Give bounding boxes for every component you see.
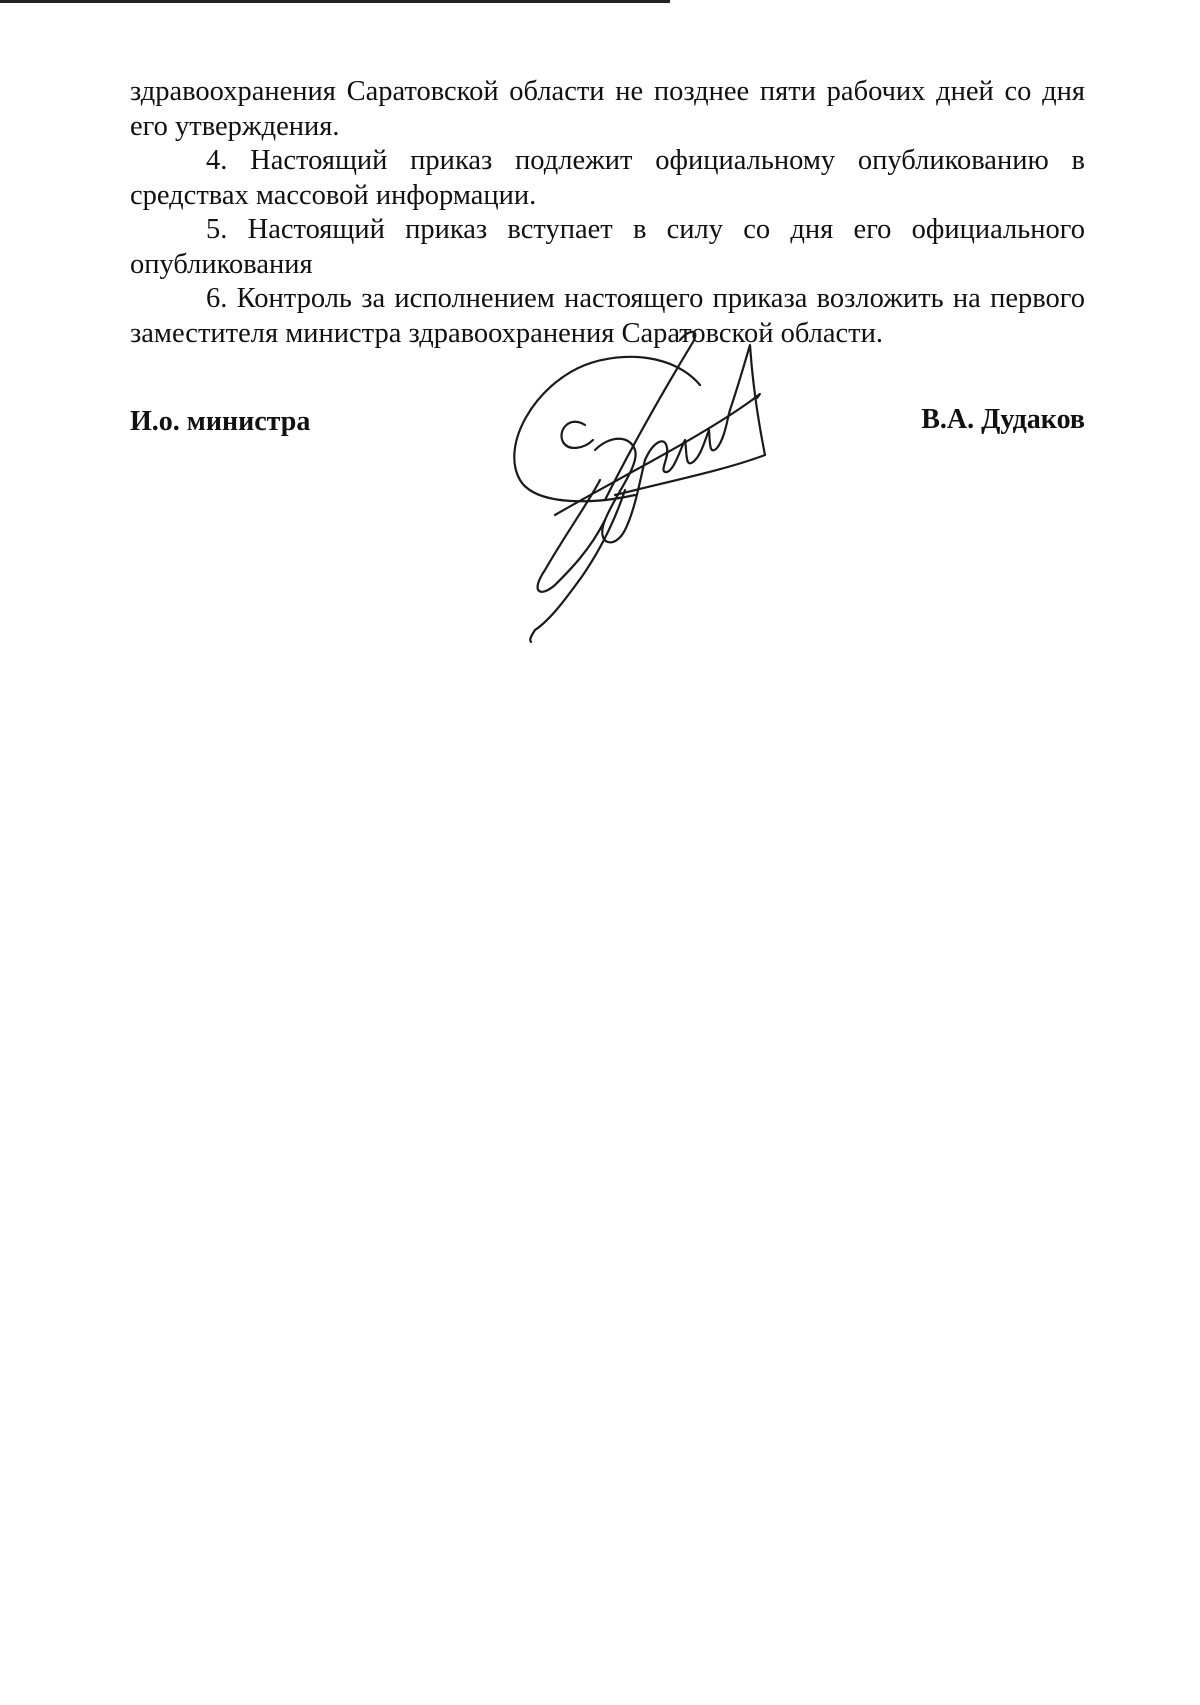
paragraph-continuation: здравоохранения Саратовской области не позднее пяти рабочих дней со дня его утверждения. xyxy=(130,76,1085,142)
signature-icon xyxy=(495,330,825,650)
paragraph-item-4: 4. Настоящий приказ подлежит официальному опубликованию в средствах массовой информации. xyxy=(130,145,1085,211)
handwritten-signature xyxy=(495,330,825,650)
paragraph-item-5: 5. Настоящий приказ вступает в силу со дня его официального опубликования xyxy=(130,214,1085,280)
paragraph-item-6: 6. Контроль за исполнением настоящего приказа возложить на первого заместителя министра здравоохранения Саратовской области. xyxy=(130,283,1085,349)
signatory-title: И.о. министра xyxy=(130,406,311,437)
signatory-name: В.А. Дудаков xyxy=(921,404,1085,435)
top-border-line xyxy=(0,0,670,3)
document-body xyxy=(130,75,1085,351)
